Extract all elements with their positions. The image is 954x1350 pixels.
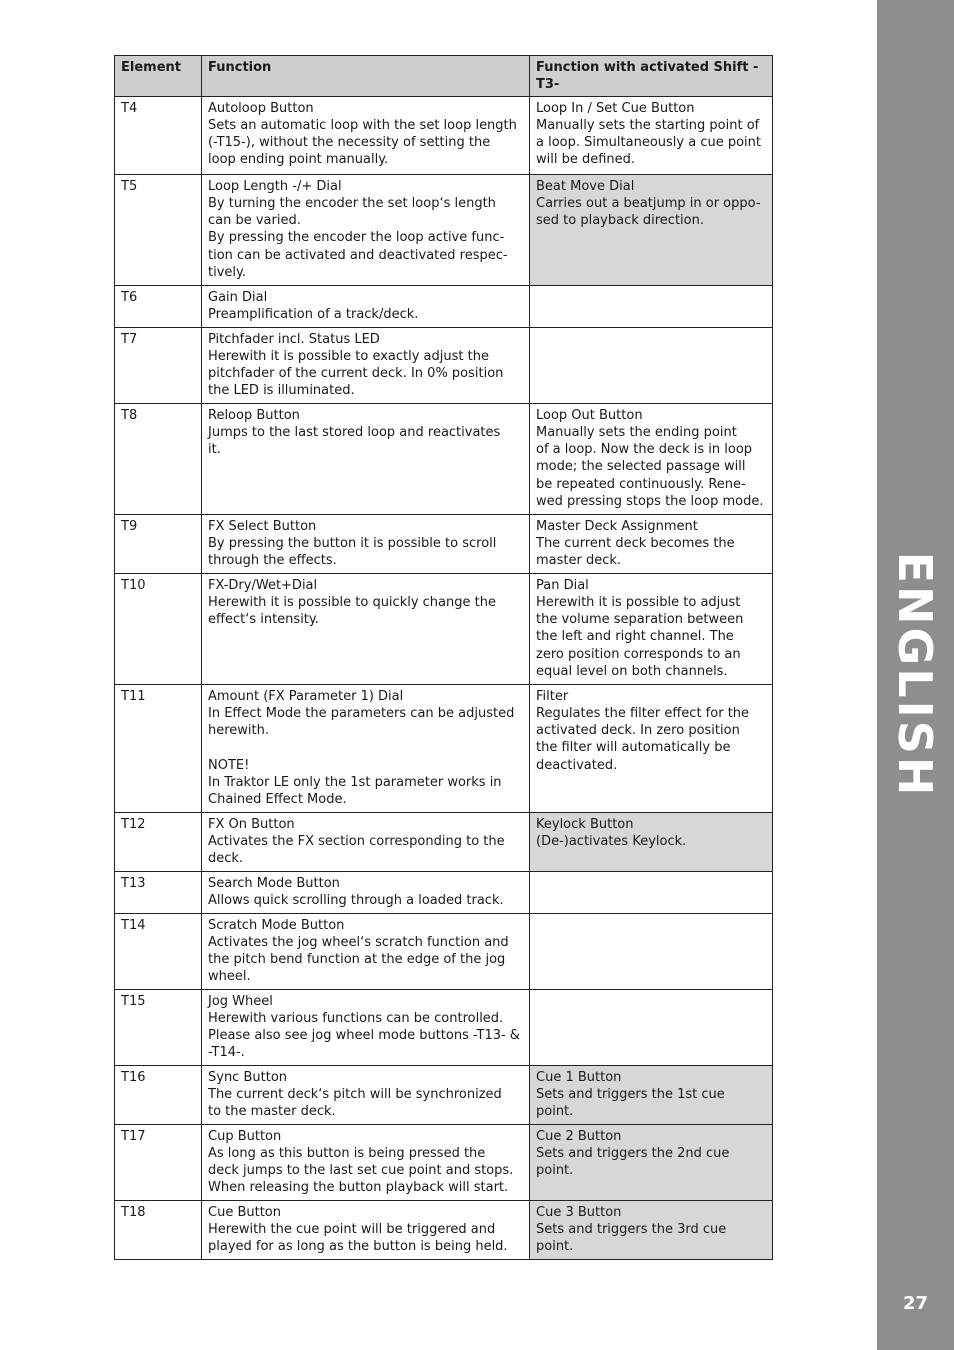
shift-function-cell xyxy=(530,327,773,403)
function-cell-line: Amount (FX Parameter 1) Dial xyxy=(208,688,404,704)
function-cell-line: herewith. xyxy=(208,723,270,739)
element-cell: T16 xyxy=(115,1065,202,1124)
element-cell: T17 xyxy=(115,1124,202,1200)
function-cell xyxy=(202,871,530,913)
function-cell-line: tion can be activated and deactivated respec- xyxy=(208,247,508,263)
function-cell-line: (-T15-), without the necessity of setting the xyxy=(208,135,491,151)
shift-function-cell-line: master deck. xyxy=(536,553,622,569)
function-cell-line: through the effects. xyxy=(208,553,337,569)
shift-function-cell-line: the volume separation between xyxy=(536,612,744,628)
shift-function-cell-line: Cue 1 Button xyxy=(536,1069,622,1085)
shift-function-cell xyxy=(530,573,773,684)
table-row xyxy=(115,1065,773,1124)
function-cell-line: Jog Wheel xyxy=(208,993,273,1009)
language-sidebar xyxy=(877,0,954,1350)
shift-function-cell-line: zero position corresponds to an xyxy=(536,646,741,662)
shift-function-cell-line: activated deck. In zero position xyxy=(536,723,740,739)
function-cell-line: Loop Length -/+ Dial xyxy=(208,178,342,194)
element-cell: T11 xyxy=(115,684,202,812)
function-cell-line: Pitchfader incl. Status LED xyxy=(208,331,380,347)
function-cell-line: By turning the encoder the set loop‘s length xyxy=(208,195,496,211)
function-cell-line: deck jumps to the last set cue point and stops. xyxy=(208,1163,514,1179)
shift-function-cell-line: point. xyxy=(536,1163,574,1179)
function-cell xyxy=(202,285,530,327)
shift-function-cell-line: the left and right channel. The xyxy=(536,629,734,645)
table-row xyxy=(115,812,773,871)
function-cell xyxy=(202,684,530,812)
shift-function-cell xyxy=(530,174,773,285)
shift-function-cell-line: sed to playback direction. xyxy=(536,213,704,229)
function-cell xyxy=(202,174,530,285)
shift-function-cell-line: Loop Out Button xyxy=(536,407,643,423)
shift-function-cell xyxy=(530,684,773,812)
function-cell-line: Reloop Button xyxy=(208,407,300,423)
shift-function-cell-line: (De-)activates Keylock. xyxy=(536,833,687,849)
function-cell-line: Search Mode Button xyxy=(208,875,340,891)
function-cell-line: effect‘s intensity. xyxy=(208,612,319,628)
shift-function-cell-line: Cue 2 Button xyxy=(536,1128,622,1144)
shift-function-cell-line: be repeated continuously. Rene- xyxy=(536,476,746,492)
table-row xyxy=(115,1124,773,1200)
function-cell-line: Cup Button xyxy=(208,1128,282,1144)
shift-function-cell-line: Master Deck Assignment xyxy=(536,518,698,534)
function-cell-line: Herewith it is possible to exactly adjust the xyxy=(208,348,489,364)
function-cell xyxy=(202,812,530,871)
function-cell-line: NOTE! xyxy=(208,757,250,773)
function-cell-line: In Traktor LE only the 1st parameter works in xyxy=(208,775,502,791)
table-row xyxy=(115,514,773,573)
element-cell: T5 xyxy=(115,174,202,285)
shift-function-cell-line: wed pressing stops the loop mode. xyxy=(536,494,764,510)
function-cell-line: Please also see jog wheel mode buttons -T13- & xyxy=(208,1028,520,1044)
shift-function-cell-line: Beat Move Dial xyxy=(536,178,635,194)
function-cell xyxy=(202,327,530,403)
shift-function-cell-line: Loop In / Set Cue Button xyxy=(536,100,695,116)
table-row xyxy=(115,174,773,285)
shift-function-cell xyxy=(530,285,773,327)
shift-function-cell xyxy=(530,989,773,1065)
element-cell: T13 xyxy=(115,871,202,913)
function-cell-line: -T14-. xyxy=(208,1045,245,1061)
function-cell-line: In Effect Mode the parameters can be adjusted xyxy=(208,705,515,721)
header-element: Element xyxy=(115,56,202,97)
function-cell-line: tively. xyxy=(208,265,246,281)
function-cell xyxy=(202,514,530,573)
function-cell-line: Preamplification of a track/deck. xyxy=(208,306,419,322)
function-cell-line: Activates the jog wheel‘s scratch function and xyxy=(208,934,509,950)
function-cell-line: By pressing the encoder the loop active func- xyxy=(208,230,505,246)
function-cell-line xyxy=(208,739,523,756)
shift-function-cell xyxy=(530,1065,773,1124)
shift-function-cell-line: Cue 3 Button xyxy=(536,1204,622,1220)
function-cell-line: can be varied. xyxy=(208,213,301,229)
function-cell-line: Sets an automatic loop with the set loop length xyxy=(208,117,517,133)
function-cell-line: Cue Button xyxy=(208,1204,281,1220)
shift-function-cell xyxy=(530,96,773,174)
shift-function-cell-line: Keylock Button xyxy=(536,816,634,832)
shift-function-cell-line: Filter xyxy=(536,688,569,704)
function-cell xyxy=(202,1124,530,1200)
shift-function-cell-line: Sets and triggers the 3rd cue xyxy=(536,1221,727,1237)
shift-function-cell-line: Manually sets the starting point of xyxy=(536,117,760,133)
table-row xyxy=(115,684,773,812)
shift-function-cell-line: The current deck becomes the xyxy=(536,535,735,551)
shift-function-cell xyxy=(530,812,773,871)
function-cell-line: Herewith it is possible to quickly change the xyxy=(208,594,496,610)
table-row xyxy=(115,327,773,403)
page-number: 27 xyxy=(902,1293,929,1314)
function-cell xyxy=(202,989,530,1065)
shift-function-cell xyxy=(530,403,773,514)
function-cell-line: Herewith the cue point will be triggered and xyxy=(208,1221,496,1237)
function-cell-line: to the master deck. xyxy=(208,1104,336,1120)
function-cell-line: By pressing the button it is possible to scroll xyxy=(208,535,497,551)
element-cell: T7 xyxy=(115,327,202,403)
shift-function-cell-line: point. xyxy=(536,1239,574,1255)
function-cell-line: wheel. xyxy=(208,969,251,985)
shift-function-cell-line: equal level on both channels. xyxy=(536,664,728,680)
function-cell-line: FX On Button xyxy=(208,816,295,832)
function-cell xyxy=(202,1200,530,1259)
element-cell: T4 xyxy=(115,96,202,174)
table-row xyxy=(115,573,773,684)
language-label: ENGLISH xyxy=(888,551,942,799)
shift-function-cell-line: Sets and triggers the 2nd cue xyxy=(536,1145,730,1161)
function-cell-line: The current deck‘s pitch will be synchronized xyxy=(208,1086,502,1102)
shift-function-cell-line: point. xyxy=(536,1104,574,1120)
shift-function-cell xyxy=(530,1124,773,1200)
function-cell-line: FX Select Button xyxy=(208,518,317,534)
function-cell-line: Gain Dial xyxy=(208,289,268,305)
element-cell: T18 xyxy=(115,1200,202,1259)
shift-function-cell-line: mode; the selected passage will xyxy=(536,459,746,475)
function-cell-line: pitchfader of the current deck. In 0% position xyxy=(208,366,504,382)
function-cell-line: When releasing the button playback will start. xyxy=(208,1180,509,1196)
element-cell: T9 xyxy=(115,514,202,573)
function-cell xyxy=(202,1065,530,1124)
header-function: Function xyxy=(202,56,530,97)
shift-function-cell-line: Carries out a beatjump in or oppo- xyxy=(536,195,761,211)
function-cell-line: Autoloop Button xyxy=(208,100,314,116)
table-row xyxy=(115,96,773,174)
function-cell-line: it. xyxy=(208,442,221,458)
function-cell-line: Allows quick scrolling through a loaded track. xyxy=(208,892,504,908)
table-row xyxy=(115,403,773,514)
shift-function-cell-line: Pan Dial xyxy=(536,577,589,593)
element-cell: T15 xyxy=(115,989,202,1065)
function-cell xyxy=(202,913,530,989)
function-cell xyxy=(202,573,530,684)
element-cell: T8 xyxy=(115,403,202,514)
shift-function-cell-line: the filter will automatically be xyxy=(536,740,731,756)
header-shift-function: Function with activated Shift -T3- xyxy=(530,56,773,97)
shift-function-cell xyxy=(530,913,773,989)
function-cell xyxy=(202,96,530,174)
function-cell-line: Herewith various functions can be controlled. xyxy=(208,1010,504,1026)
element-cell: T14 xyxy=(115,913,202,989)
shift-function-cell xyxy=(530,514,773,573)
function-cell-line: Sync Button xyxy=(208,1069,288,1085)
function-cell-line: Scratch Mode Button xyxy=(208,917,345,933)
function-cell-line: As long as this button is being pressed the xyxy=(208,1145,486,1161)
function-table xyxy=(114,55,773,1260)
table-row xyxy=(115,285,773,327)
function-cell-line: the pitch bend function at the edge of the jog xyxy=(208,952,506,968)
shift-function-cell-line: will be defined. xyxy=(536,152,636,168)
function-cell-line: loop ending point manually. xyxy=(208,152,389,168)
element-cell: T12 xyxy=(115,812,202,871)
function-cell-line: FX-Dry/Wet+Dial xyxy=(208,577,318,593)
function-cell-line: the LED is illuminated. xyxy=(208,383,355,399)
table-header-row xyxy=(115,56,773,97)
shift-function-cell-line: Sets and triggers the 1st cue xyxy=(536,1086,725,1102)
element-cell: T10 xyxy=(115,573,202,684)
shift-function-cell-line: Regulates the filter effect for the xyxy=(536,705,750,721)
function-cell-line: deck. xyxy=(208,851,244,867)
function-cell-line: Jumps to the last stored loop and reactivates xyxy=(208,424,501,440)
function-cell-line: played for as long as the button is being held. xyxy=(208,1239,508,1255)
shift-function-cell-line: Manually sets the ending point xyxy=(536,424,737,440)
element-cell: T6 xyxy=(115,285,202,327)
shift-function-cell-line: Herewith it is possible to adjust xyxy=(536,594,741,610)
table-row xyxy=(115,913,773,989)
table-row xyxy=(115,1200,773,1259)
table-row xyxy=(115,989,773,1065)
function-cell-line: Activates the FX section corresponding to the xyxy=(208,833,505,849)
shift-function-cell xyxy=(530,1200,773,1259)
shift-function-cell-line: deactivated. xyxy=(536,757,618,773)
shift-function-cell xyxy=(530,871,773,913)
function-cell xyxy=(202,403,530,514)
table-row xyxy=(115,871,773,913)
shift-function-cell-line: of a loop. Now the deck is in loop xyxy=(536,442,753,458)
function-cell-line: Chained Effect Mode. xyxy=(208,792,347,808)
shift-function-cell-line: a loop. Simultaneously a cue point xyxy=(536,135,761,151)
